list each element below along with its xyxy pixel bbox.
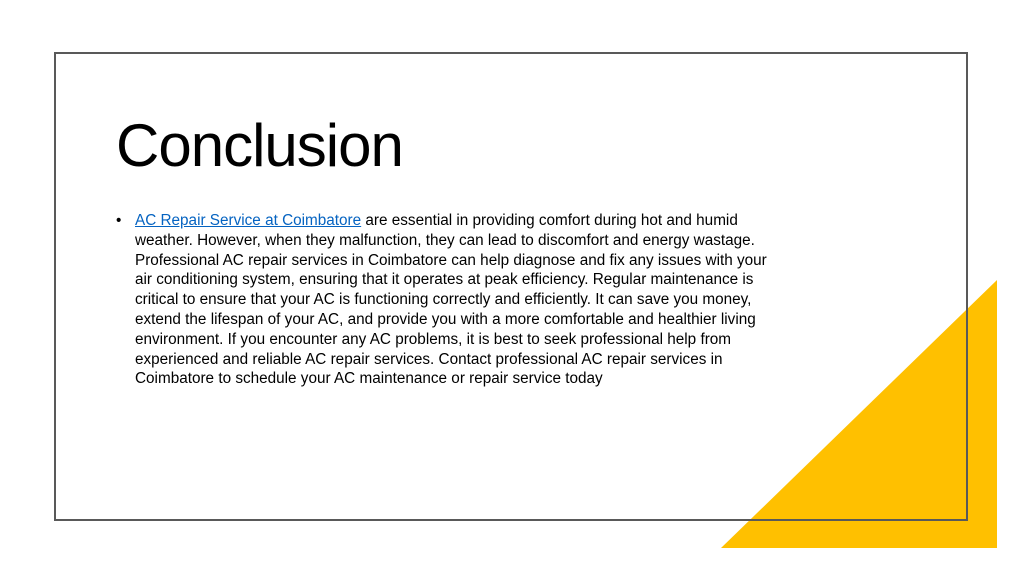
bullet-marker: • [116,212,122,229]
slide-title: Conclusion [116,112,403,179]
bullet-text: are essential in providing comfort during hot and humid weather. However, when they malfunction, they can lead to discomfort and energy wastage. Professional AC repair services in Coimbatore can help diagnose and fix any issues with your air conditioning system, ensuring that it operates at peak efficiency. Regular maintenance is critical to ensure that your AC is functioning correctly and efficiently. It can save you money, extend the lifespan of your AC, and provide you with a more comfortable and healthier living environment. If you encounter any AC problems, it is best to seek professional help from experienced and reliable AC repair services. Contact professional AC repair services in Coimbatore to schedule your AC maintenance or repair service today [135,212,767,388]
bullet-item [116,211,776,389]
bullet-list [116,211,776,389]
ac-repair-service-link[interactable]: AC Repair Service at Coimbatore [135,212,362,229]
